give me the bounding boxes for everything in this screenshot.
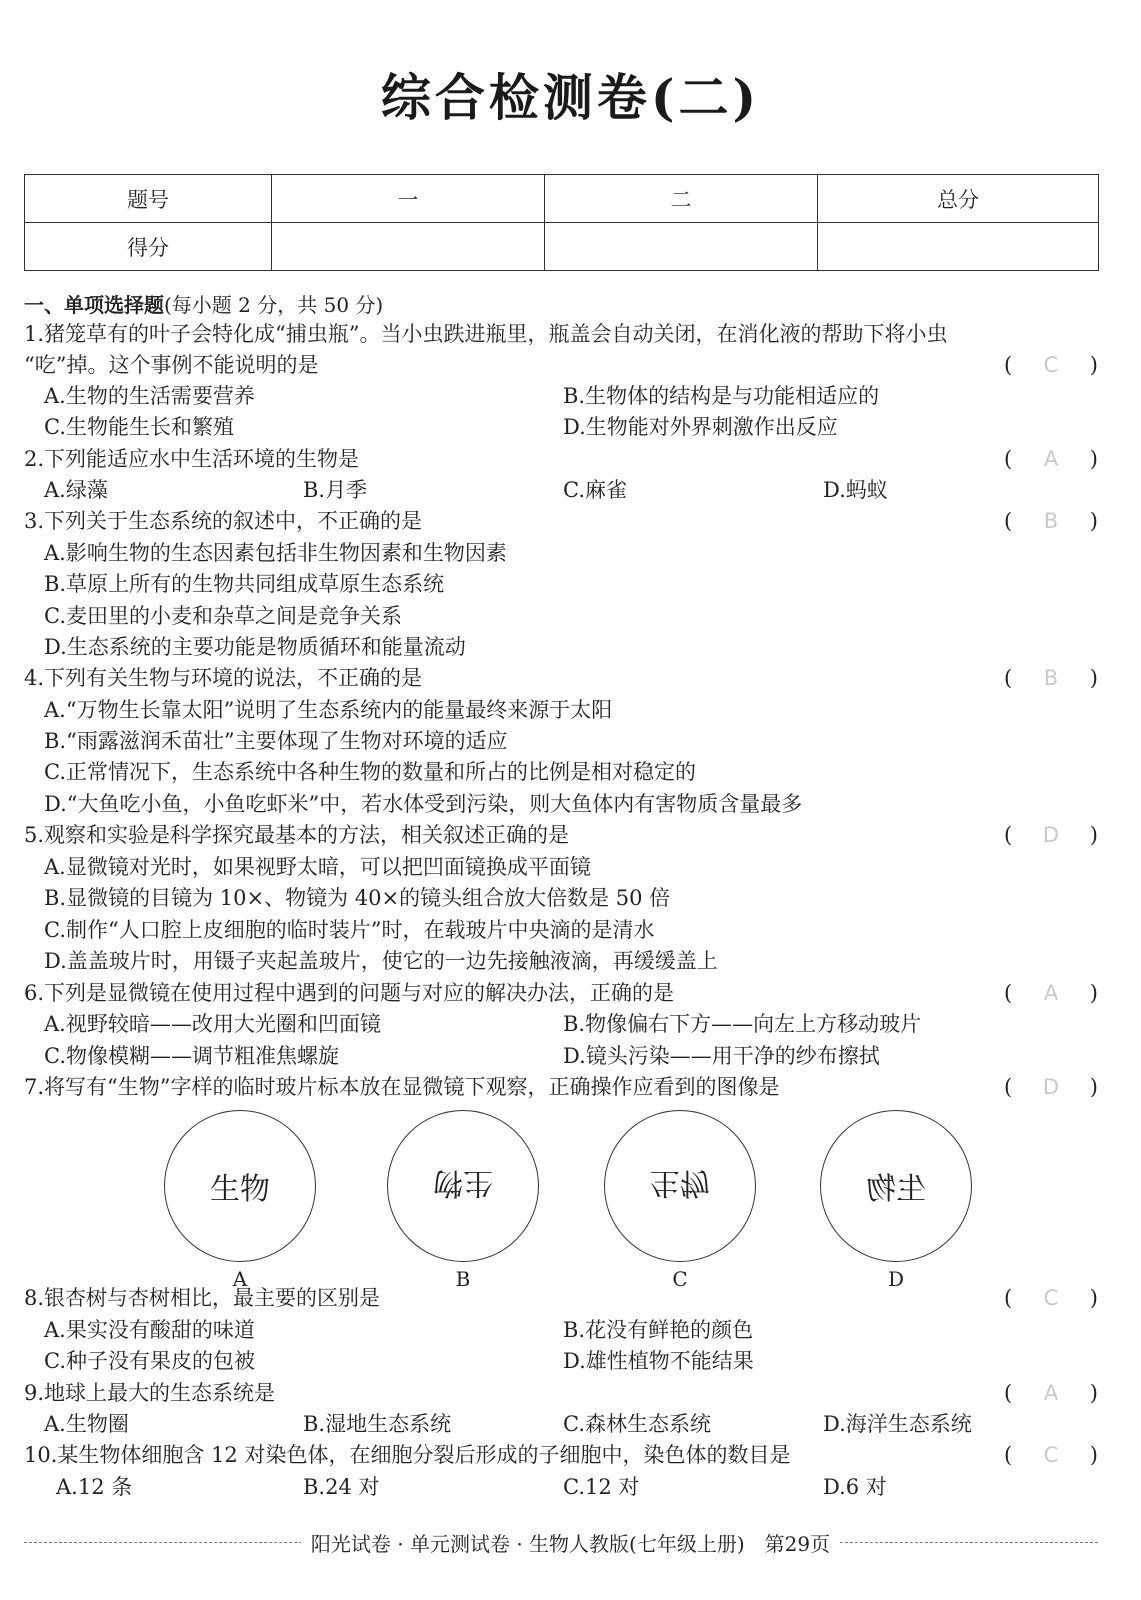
circle-label-b: B <box>455 1267 471 1291</box>
answer-mark: C <box>1043 1286 1059 1310</box>
option-a: A.生物圈 <box>44 1412 129 1436</box>
score-table-cell: 题号 <box>25 175 272 223</box>
bracket-close: ) <box>1089 447 1098 471</box>
bracket-open: ( <box>1004 353 1013 377</box>
score-input-cell[interactable] <box>272 223 545 271</box>
circle-label-c: C <box>672 1267 688 1291</box>
question-1-stem-cont: “吃”掉。这个事例不能说明的是 <box>24 353 319 377</box>
option-d: D.生物能对外界刺激作出反应 <box>563 415 838 439</box>
answer-mark: A <box>1043 447 1059 471</box>
question-4-stem: 4.下列有关生物与环境的说法，不正确的是 <box>24 666 423 690</box>
answer-bracket-9[interactable] <box>1004 1379 1098 1407</box>
score-input-cell[interactable] <box>818 223 1099 271</box>
bracket-close: ) <box>1089 1443 1098 1467</box>
option-a: A.绿藻 <box>44 478 108 502</box>
answer-bracket-6[interactable] <box>1004 979 1098 1007</box>
question-9-stem: 9.地球上最大的生态系统是 <box>24 1381 276 1405</box>
answer-mark: A <box>1043 1381 1059 1405</box>
score-table-header-row <box>25 175 1099 223</box>
answer-bracket-4[interactable] <box>1004 664 1098 692</box>
answer-bracket-2[interactable] <box>1004 445 1098 473</box>
answer-mark: D <box>1042 823 1060 847</box>
bracket-open: ( <box>1004 1075 1013 1099</box>
option-c: C.12 对 <box>563 1475 640 1499</box>
answer-mark: D <box>1042 1075 1060 1099</box>
circle-text: 生物 <box>433 1165 493 1200</box>
answer-mark: C <box>1043 353 1059 377</box>
bracket-close: ) <box>1089 353 1098 377</box>
option-d: D.6 对 <box>823 1475 887 1499</box>
question-2-stem: 2.下列能适应水中生活环境的生物是 <box>24 447 360 471</box>
option-a: A.显微镜对光时，如果视野太暗，可以把凹面镜换成平面镜 <box>44 855 591 879</box>
option-b: B.生物体的结构是与功能相适应的 <box>563 384 880 408</box>
circle-text: 生物 <box>650 1165 710 1200</box>
bracket-open: ( <box>1004 1286 1013 1310</box>
section-points: (每小题 2 分，共 50 分) <box>164 293 384 317</box>
option-d: D.雄性植物不能结果 <box>563 1349 754 1373</box>
option-b: B.24 对 <box>303 1475 380 1499</box>
bracket-close: ) <box>1089 1286 1098 1310</box>
score-table-cell: 二 <box>545 175 818 223</box>
question-6-stem: 6.下列是显微镜在使用过程中遇到的问题与对应的解决办法，正确的是 <box>24 981 675 1005</box>
question-7-stem: 7.将写有“生物”字样的临时玻片标本放在显微镜下观察，正确操作应看到的图像是 <box>24 1075 780 1099</box>
option-b: B.显微镜的目镜为 10×、物镜为 40×的镜头组合放大倍数是 50 倍 <box>44 886 671 910</box>
circle-label-d: D <box>887 1267 905 1291</box>
bracket-open: ( <box>1004 666 1013 690</box>
option-a: A.生物的生活需要营养 <box>44 384 255 408</box>
view-circle-a <box>164 1110 316 1262</box>
option-c: C.制作“人口腔上皮细胞的临时装片”时，在载玻片中央滴的是清水 <box>44 918 655 942</box>
option-c: C.生物能生长和繁殖 <box>44 415 234 439</box>
option-b: B.物像偏右下方——向左上方移动玻片 <box>563 1012 922 1036</box>
option-b: B.“雨露滋润禾苗壮”主要体现了生物对环境的适应 <box>44 729 508 753</box>
bracket-open: ( <box>1004 1443 1013 1467</box>
option-c: C.种子没有果皮的包被 <box>44 1349 255 1373</box>
answer-bracket-5[interactable] <box>1004 821 1098 849</box>
option-c: C.森林生态系统 <box>563 1412 711 1436</box>
circle-text: 生物 <box>866 1172 926 1207</box>
answer-bracket-8[interactable] <box>1004 1284 1098 1312</box>
bracket-open: ( <box>1004 823 1013 847</box>
option-b: B.花没有鲜艳的颜色 <box>563 1318 754 1342</box>
option-b: B.月季 <box>303 478 368 502</box>
option-c: C.物像模糊——调节粗准焦螺旋 <box>44 1044 339 1068</box>
bracket-close: ) <box>1089 1075 1098 1099</box>
bracket-open: ( <box>1004 509 1013 533</box>
question-3-stem: 3.下列关于生态系统的叙述中，不正确的是 <box>24 509 423 533</box>
footer-text: 阳光试卷 · 单元测试卷 · 生物人教版(七年级上册) 第29页 <box>301 1532 840 1556</box>
option-a: A.果实没有酸甜的味道 <box>44 1318 255 1342</box>
view-circle-c <box>604 1110 756 1262</box>
answer-bracket-10[interactable] <box>1004 1441 1098 1469</box>
view-circle-b <box>387 1110 539 1262</box>
answer-mark: C <box>1043 1443 1059 1467</box>
answer-mark: B <box>1043 666 1059 690</box>
bracket-close: ) <box>1089 1381 1098 1405</box>
question-10-stem: 10.某生物体细胞含 12 对染色体，在细胞分裂后形成的子细胞中，染色体的数目是 <box>24 1443 791 1467</box>
answer-mark: B <box>1043 509 1059 533</box>
bracket-close: ) <box>1089 823 1098 847</box>
microscope-figure <box>0 1110 1141 1291</box>
score-table-cell: 总分 <box>818 175 1099 223</box>
score-table-cell: 得分 <box>25 223 272 271</box>
answer-bracket-7[interactable] <box>1004 1073 1098 1101</box>
score-table <box>24 174 1099 271</box>
score-input-cell[interactable] <box>545 223 818 271</box>
option-c: C.麻雀 <box>563 478 627 502</box>
option-c: C.麦田里的小麦和杂草之间是竞争关系 <box>44 604 402 628</box>
option-d: D.“大鱼吃小鱼，小鱼吃虾米”中，若水体受到污染，则大鱼体内有害物质含量最多 <box>44 792 803 816</box>
option-d: D.蚂蚁 <box>823 478 888 502</box>
option-a: A.12 条 <box>56 1475 133 1499</box>
option-d: D.海洋生态系统 <box>823 1412 972 1436</box>
bracket-open: ( <box>1004 447 1013 471</box>
option-a: A.影响生物的生态因素包括非生物因素和生物因素 <box>44 541 507 565</box>
section-heading <box>24 289 383 318</box>
view-circle-d <box>820 1110 972 1262</box>
score-table-cell: 一 <box>272 175 545 223</box>
answer-bracket-3[interactable] <box>1004 507 1098 535</box>
question-5-stem: 5.观察和实验是科学探究最基本的方法，相关叙述正确的是 <box>24 823 570 847</box>
bracket-open: ( <box>1004 981 1013 1005</box>
circle-label-a: A <box>232 1267 248 1291</box>
question-8-stem: 8.银杏树与杏树相比，最主要的区别是 <box>24 1286 381 1310</box>
option-b: B.湿地生态系统 <box>303 1412 452 1436</box>
option-a: A.“万物生长靠太阳”说明了生态系统内的能量最终来源于太阳 <box>44 698 613 722</box>
option-b: B.草原上所有的生物共同组成草原生态系统 <box>44 572 445 596</box>
bracket-close: ) <box>1089 509 1098 533</box>
page-title: 综合检测卷(二) <box>380 68 761 127</box>
page-footer <box>0 1528 1141 1557</box>
question-1-stem: 1.猪笼草有的叶子会特化成“捕虫瓶”。当小虫跌进瓶里，瓶盖会自动关闭，在消化液的帮助下将小虫 <box>24 322 948 346</box>
bracket-close: ) <box>1089 981 1098 1005</box>
answer-mark: A <box>1043 981 1059 1005</box>
section-name: 一、单项选择题 <box>24 293 164 317</box>
option-d: D.盖盖玻片时，用镊子夹起盖玻片，使它的一边先接触液滴，再缓缓盖上 <box>44 949 718 973</box>
bracket-open: ( <box>1004 1381 1013 1405</box>
option-d: D.镜头污染——用干净的纱布擦拭 <box>563 1044 880 1068</box>
option-c: C.正常情况下，生态系统中各种生物的数量和所占的比例是相对稳定的 <box>44 760 696 784</box>
answer-bracket-1[interactable] <box>1004 351 1098 379</box>
circle-text: 生物 <box>210 1172 270 1207</box>
score-table-score-row <box>25 223 1099 271</box>
bracket-close: ) <box>1089 666 1098 690</box>
option-a: A.视野较暗——改用大光圈和凹面镜 <box>44 1012 381 1036</box>
option-d: D.生态系统的主要功能是物质循环和能量流动 <box>44 635 466 659</box>
